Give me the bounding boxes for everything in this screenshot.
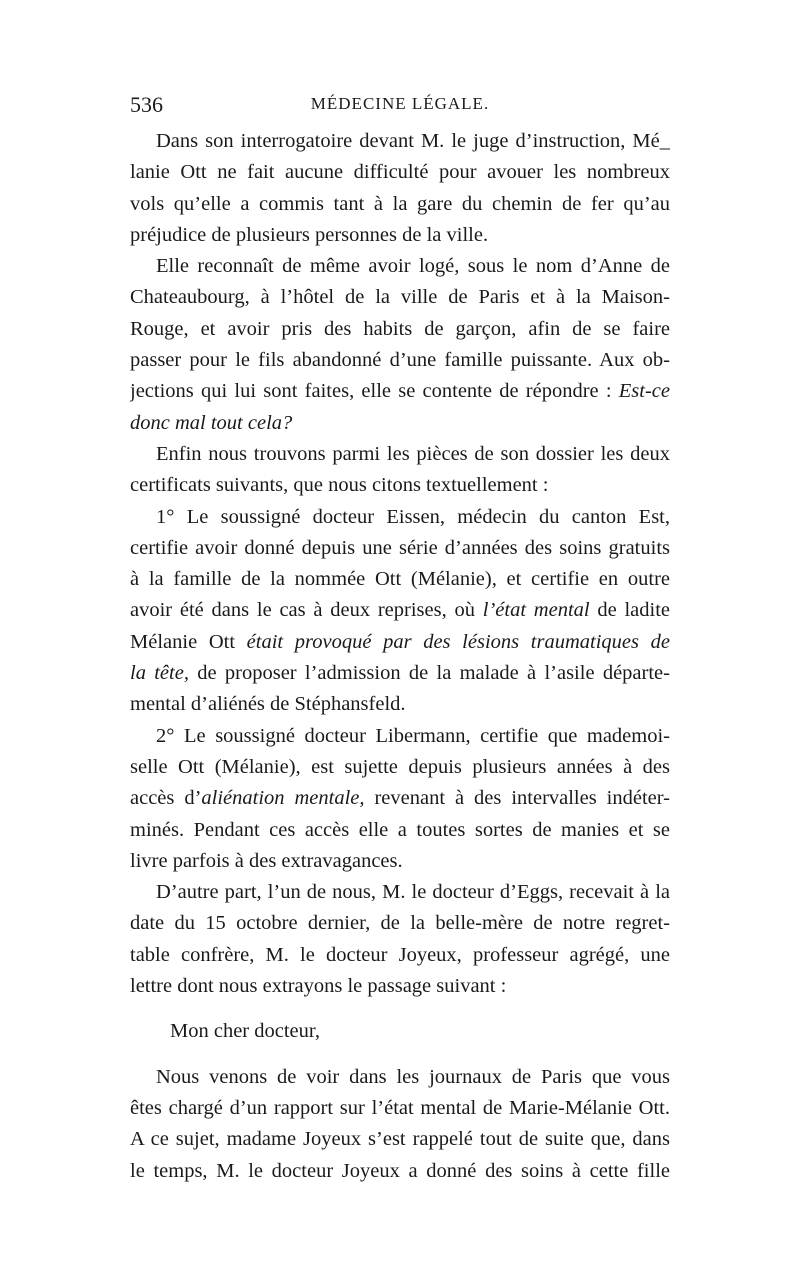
body-text [130,126,670,1187]
text-segment: Rouge, et avoir pris des habits de garçon, afin de se faire [130,317,670,340]
text-line [130,282,670,313]
page-header [130,92,670,120]
text-segment: Dans son interrogatoire devant M. le juge d’instruction, Mé_ [156,130,670,152]
text-segment: à la famille de la nommée Ott (Mélanie), et certifie en outre [130,568,670,591]
page-number: 536 [130,92,163,117]
text-line [130,376,670,407]
text-segment: de ladite [589,599,670,622]
text-line [130,408,670,439]
text-segment: Nous venons de voir dans les journaux de Paris que vous [156,1065,670,1088]
text-segment: Mélanie Ott [130,630,247,653]
text-line [130,658,670,689]
text-segment: le temps, M. le docteur Joyeux a donné des soins à cette fille [130,1159,670,1182]
text-line [130,877,670,908]
text-line [130,940,670,971]
text-line [130,595,670,626]
text-line [130,1124,670,1155]
text-segment: Mon cher docteur, [170,1020,321,1043]
text-segment: avoir été dans le cas à deux reprises, où [130,599,483,622]
text-line [130,314,670,345]
text-line [130,1016,670,1047]
text-segment: passer pour le fils abandonné d’une famille puissante. Aux ob- [130,349,670,372]
text-segment: table confrère, M. le docteur Joyeux, professeur agrégé, une [130,943,670,966]
text-line [130,971,670,1002]
text-segment: êtes chargé d’un rapport sur l’état mental de Marie-Mélanie Ott. [130,1096,670,1119]
text-line [130,126,670,157]
text-segment: Enfin nous trouvons parmi les pièces de son dossier les deux [156,442,670,465]
text-segment: date du 15 octobre dernier, de la belle-mère de notre regret- [130,912,670,935]
text-segment: Elle reconnaît de même avoir logé, sous le nom d’Anne de [156,255,670,278]
text-segment: certificats suivants, que nous citons textuellement : [130,474,549,497]
text-segment: minés. Pendant ces accès elle a toutes sortes de manies et se [130,818,670,841]
text-segment: livre parfois à des extravagances. [130,849,403,872]
text-line [130,627,670,658]
text-line [130,251,670,282]
text-line [130,752,670,783]
italic-segment: l’état mental [482,599,590,622]
text-segment: D’autre part, l’un de nous, M. le docteur d’Eggs, recevait à la [156,881,670,904]
text-segment: lanie Ott ne fait aucune difficulté pour avouer les nombreux [130,161,670,184]
text-segment: certifie avoir donné depuis une série d’années des soins gratuits [130,536,670,559]
italic-segment: Est-ce [618,380,670,403]
text-line [130,689,670,720]
text-line [130,157,670,188]
running-title: MÉDECINE LÉGALE. [310,94,490,113]
text-line [130,1062,670,1093]
text-segment: selle Ott (Mélanie), est sujette depuis plusieurs années à des [130,755,670,778]
text-line [130,220,670,251]
text-segment: jections qui lui sont faites, elle se contente de répondre : [130,380,619,403]
text-line [130,439,670,470]
italic-segment: donc mal tout cela? [130,411,293,434]
text-segment: A ce sujet, madame Joyeux s’est rappelé tout de suite que, dans [130,1128,670,1151]
text-line [130,345,670,376]
text-segment: lettre dont nous extrayons le passage suivant : [130,975,507,998]
italic-segment: était provoqué par des lésions traumatiques de [246,630,670,653]
text-line [130,533,670,564]
text-line [130,846,670,877]
text-segment: revenant à des intervalles indéter- [364,787,670,810]
text-segment: 1° Le soussigné docteur Eissen, médecin du canton Est, [156,505,670,528]
text-line [130,908,670,939]
text-segment: vols qu’elle a commis tant à la gare du chemin de fer qu’au [130,192,670,215]
text-line [130,815,670,846]
text-line [130,1156,670,1187]
text-segment: accès d’ [130,787,202,810]
text-line [130,783,670,814]
italic-segment: aliénation mentale, [201,787,365,810]
text-segment: 2° Le soussigné docteur Libermann, certifie que mademoi- [156,724,670,747]
text-line [130,721,670,752]
text-segment: préjudice de plusieurs personnes de la ville. [130,223,489,246]
text-line [130,564,670,595]
italic-segment: la tête, [130,662,189,685]
text-line [130,1093,670,1124]
text-line [130,189,670,220]
text-segment: mental d’aliénés de Stéphansfeld. [130,693,406,716]
text-line [130,502,670,533]
text-line [130,470,670,501]
text-segment: de proposer l’admission de la malade à l’asile départe- [188,662,670,685]
text-segment: Chateaubourg, à l’hôtel de la ville de Paris et à la Maison- [130,286,670,309]
